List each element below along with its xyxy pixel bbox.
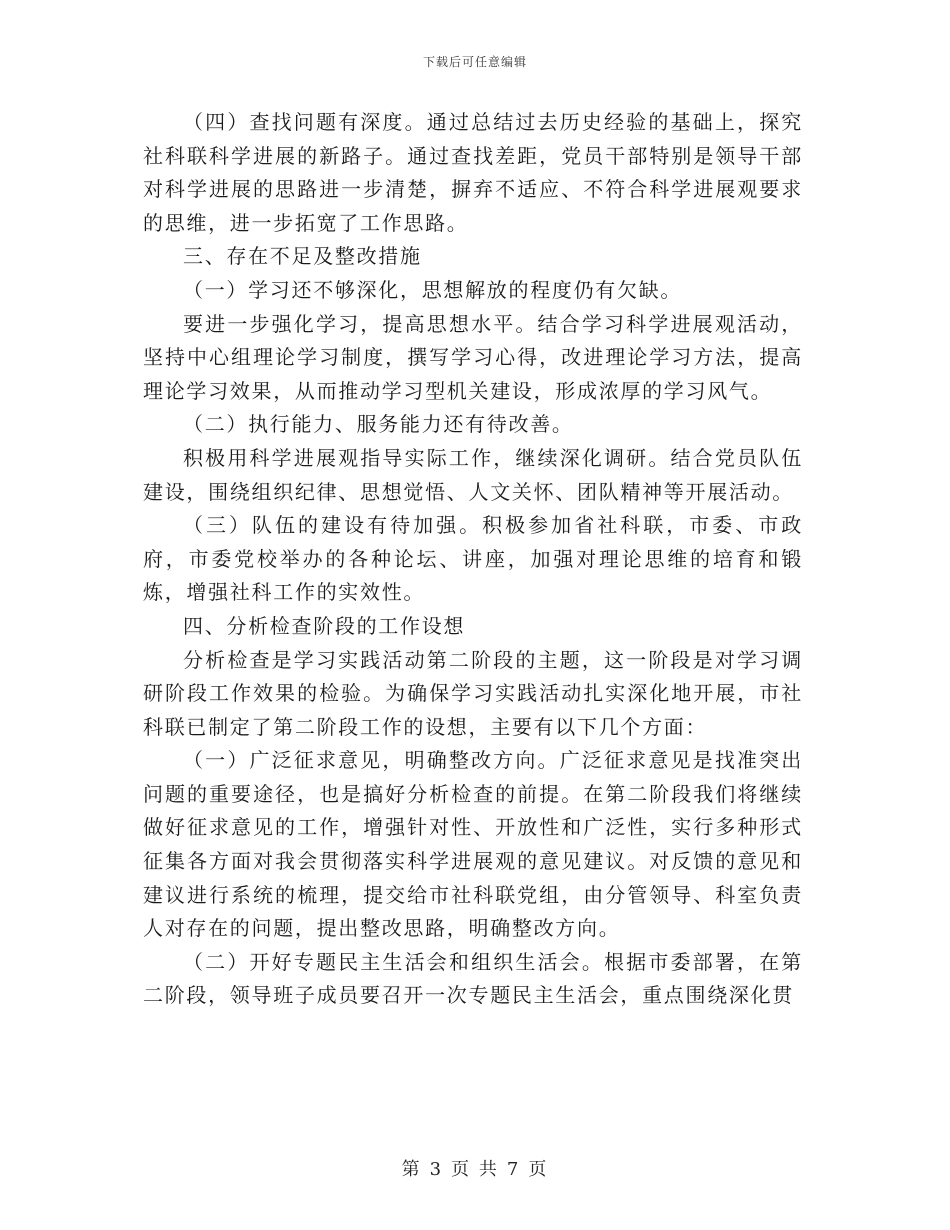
total-pages-number: 7 bbox=[506, 1159, 521, 1180]
paragraph-democratic-meeting: （二）开好专题民主生活会和组织生活会。根据市委部署，在第二阶段，领导班子成员要召开一次专题民主生活会，重点围绕深化贯 bbox=[143, 949, 803, 1008]
heading-shortcomings-measures: 三、存在不足及整改措施 bbox=[183, 244, 422, 269]
current-page-number: 3 bbox=[429, 1159, 444, 1180]
page-header-note: 下载后可任意编辑 bbox=[422, 55, 527, 69]
paragraph-analysis-stage: 分析检查是学习实践活动第二阶段的主题，这一阶段是对学习调研阶段工作效果的检验。为确保学习实践活动扎实深化地开展，市社科联已制定了第二阶段工作的设想，主要有以下几个方面： bbox=[143, 647, 803, 739]
paragraph-section-4-depth: （四）查找问题有深度。通过总结过去历史经验的基础上，探究社科联科学进展的新路子。通过查找差距，党员干部特别是领导干部对科学进展的思路进一步清楚，摒弃不适应、不符合科学进展观要求的思维，进一步拓宽了工作思路。 bbox=[143, 110, 803, 235]
page-label-mid: 页 共 bbox=[451, 1159, 499, 1180]
heading-work-plan: 四、分析检查阶段的工作设想 bbox=[183, 613, 466, 638]
page-number-footer bbox=[0, 1155, 950, 1181]
page-label-prefix: 第 bbox=[401, 1159, 422, 1180]
subheading-study-depth: （一）学习还不够深化，思想解放的程度仍有欠缺。 bbox=[183, 277, 683, 302]
paragraph-team-building: （三）队伍的建设有待加强。积极参加省社科联，市委、市政府，市委党校举办的各种论坛、讲座，加强对理论思维的培育和锻炼，增强社科工作的实效性。 bbox=[143, 513, 803, 605]
paragraph-strengthen-study: 要进一步强化学习，提高思想水平。结合学习科学进展观活动，坚持中心组理论学习制度，撰写学习心得，改进理论学习方法，提高理论学习效果，从而推动学习型机关建设，形成浓厚的学习风气。 bbox=[143, 311, 803, 403]
subheading-execution-ability: （二）执行能力、服务能力还有待改善。 bbox=[183, 412, 574, 437]
paragraph-guide-work: 积极用科学进展观指导实际工作，继续深化调研。结合党员队伍建设，围绕组织纪律、思想觉悟、人文关怀、团队精神等开展活动。 bbox=[143, 445, 803, 504]
document-body bbox=[143, 106, 803, 1013]
page-label-suffix: 页 bbox=[528, 1159, 549, 1180]
paragraph-solicit-opinions: （一）广泛征求意见，明确整改方向。广泛征求意见是找准突出问题的重要途径，也是搞好分析检查的前提。在第二阶段我们将继续做好征求意见的工作，增强针对性、开放性和广泛性，实行多种形式征集各方面对我会贯彻落实科学进展观的意见建议。对反馈的意见和建议进行系统的梳理，提交给市社科联党组，由分管领导、科室负责人对存在的问题，提出整改思路，明确整改方向。 bbox=[143, 748, 803, 941]
